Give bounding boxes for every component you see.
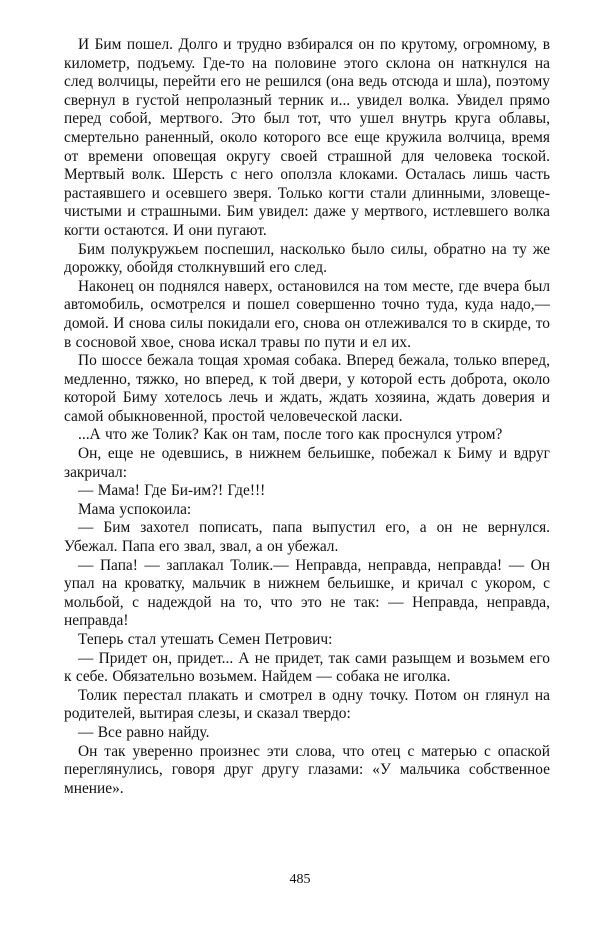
dialogue-line: — Бим захотел пописать, папа выпустил его, а он не вернулся. Убежал. Папа его звал, звал, а он убежал.	[64, 519, 550, 556]
dialogue-line: — Придет он, придет... А не придет, так сами разыщем и возьмем его к себе. Обязательно возьмем. Найдем — собака не иголка.	[64, 649, 550, 686]
paragraph: Наконец он поднялся наверх, остановился на том месте, где вчера был автомобиль, осмотрелся и пошел совершенно точно туда, куда надо,— домой. И снова силы покидали его, снова он отлеживался то в скирде, то в сосновой хвое, снова искал травы по пути и ел их.	[64, 277, 550, 351]
dialogue-line: — Все равно найду.	[78, 723, 210, 741]
paragraph: Теперь стал утешать Семен Петрович:	[78, 631, 333, 648]
paragraph: Мама успокоила:	[78, 500, 192, 518]
paragraph: И Бим пошел. Долго и трудно взбирался он по крутому, огромному, в километр, подъему. Где-то на половине этого склона он наткнулся на след волчицы, перейти его не решился (она ведь отсюда и шла), поэтому свернул в густой непролазный терник и... увидел волка. Увидел прямо перед собой, мертвого. Это был тот, что ушел внутрь круга облавы, смертельно раненный, около которого все еще кружила волчица, время от времени оповещая округу своей страшной для человека тоской. Мертвый волк. Шерсть с него оползла клоками. Осталась лишь часть растаявшего и осевшего зверя. Только когти стали длинными, зловеще-чистыми и страшными. Бим увидел: даже у мертвого, истлевшего волка когти остаются. И они пугают.	[64, 36, 550, 239]
dialogue-line: — Мама! Где Би-им?! Где!!!	[78, 482, 266, 500]
paragraph: Толик перестал плакать и смотрел в одну точку. Потом он глянул на родителей, вытирая слезы, и сказал твердо:	[64, 686, 550, 723]
page-number: 485	[289, 872, 311, 887]
paragraph: Он так уверенно произнес эти слова, что отец с матерью с опаской переглянулись, говоря друг другу глазами: «У мальчика собственное мнение».	[64, 742, 550, 797]
page-text-block	[64, 36, 550, 798]
paragraph: ...А что же Толик? Как он там, после того как проснулся утром?	[78, 426, 503, 444]
dialogue-line: — Папа! — заплакал Толик.— Неправда, неправда, неправда! — Он упал на кроватку, мальчик в нижнем бельишке, и кричал с укором, с мольбой, с надеждой на то, что это не так: — Неправда, неправда, неправда!	[64, 556, 550, 630]
paragraph: Бим полукружьем поспешил, насколько было силы, обратно на ту же дорожку, обойдя столкнувший его след.	[64, 240, 550, 277]
paragraph: По шоссе бежала тощая хромая собака. Вперед бежала, только вперед, медленно, тяжко, но вперед, к той двери, у которой есть доброта, около которой Биму хотелось лечь и ждать, ждать хозяина, ждать доверия и самой обыкновенной, простой человеческой ласки.	[64, 352, 550, 425]
paragraph: Он, еще не одевшись, в нижнем бельишке, побежал к Биму и вдруг закричал:	[64, 445, 550, 481]
